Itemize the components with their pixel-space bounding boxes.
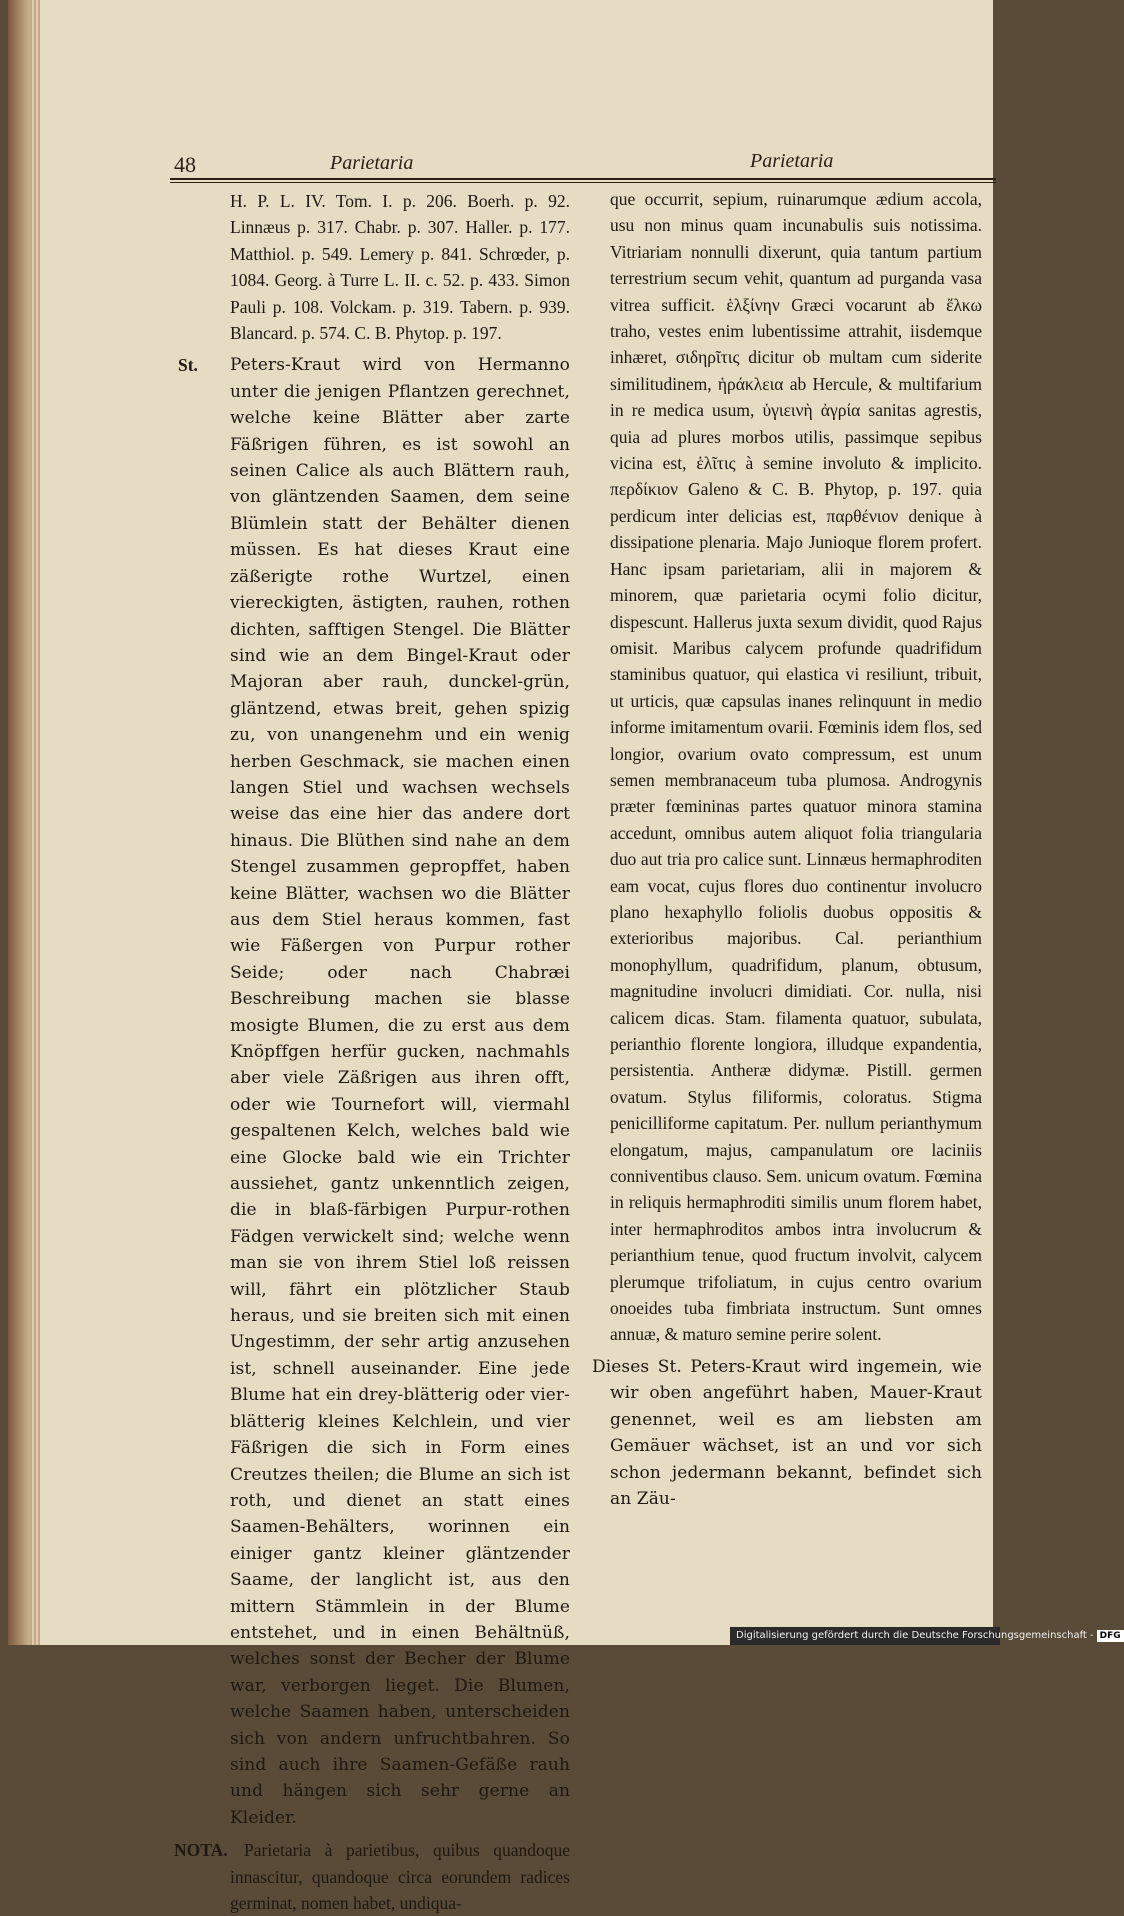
header-rule-thin [170, 182, 996, 183]
nota-marker: NOTA. [174, 1840, 228, 1861]
right-column [592, 186, 982, 1512]
footer-text: Digitalisierung gefördert durch die Deutsche Forschungsgemeinschaft - [736, 1630, 1094, 1641]
references-paragraph: H. P. L. IV. Tom. I. p. 206. Boerh. p. 92. Linnæus p. 317. Chabr. p. 307. Haller. p. 177. Matthiol. p. 549. Lemery p. 841. Schrœder, p. 1084. Georg. à Turre L. II. c. 52. p. 433. Simon Pauli p. 108. Volckam. p. 319. Tabern. p. 939. Blancard. p. 574. C. B. Phytop. p. 197. [230, 191, 570, 344]
st-marker: St. [178, 355, 198, 376]
running-head-left: Parietaria [330, 152, 414, 174]
page-header [170, 150, 996, 180]
dieses-paragraph: Dieses St. Peters-Kraut wird ingemein, wie wir oben angeführt haben, Mauer-Kraut genennet, weil es am liebsten am Gemäuer wächset, ist an und vor sich schon jedermann bekannt, befindet sich an Zäu- [592, 1356, 982, 1509]
latin-description: que occurrit, sepium, ruinarumque ædium accola, usu non minus quam incunabulis suis notissima. Vitriariam nonnulli dixerunt, quia tantum partium terrestrium secum vehit, quantum ad purganda vasa vitrea sufficit. ἑλξίνην Græci vocarunt ab ἕλκω traho, vestes enim lubentissime attrahit, iisdemque inhæret, σιδηρῖτις dicitur ob multam cum siderite similitudinem, ἡράκλεια ab Hercule, & multifarium in re medica usum, ὑγιεινὴ ἀγρία sanitas agrestis, quia ad plures morbos utilis, passimque sepibus vicina est, ἑλῖτις à semine involuto & implicito. περδίκιον Galeno & C. B. Phytop, p. 197. quia perdicum inter delicias est, παρθένιον denique à dissipatione plenaria. Majo Junioque florem profert. Hanc ipsam parietariam, alii in majorem & minorem, quæ parietaria ocymi folio dicitur, dispescunt. Hallerus juxta sexum dividit, quod Rajus omisit. Maribus calycem profunde quadrifidum staminibus quatuor, qui elastica vi resiliunt, tribuit, ut urticis, quæ capsulas inanes relinquunt in medio informe imitamentum ovarii. Fœminis idem flos, sed longior, ovarium ovato compressum, est unum semen membranaceum tuba plumosa. Androgynis præter fœmininas partes quatuor minora stamina accedunt, omnibus autem aliquot folia triangularia duo aut tria pro calice sunt. Linnæus hermaphroditen eam vocat, cujus flores duo continentur involucro plano hexaphyllo foliolis duobus oppositis & exterioribus majoribus. Cal. perianthium monophyllum, quadrifidum, planum, obtusum, magnitudine involucri dimidiati. Cor. nulla, nisi calicem dicas. Stam. filamenta quatuor, subulata, perianthio florente longiora, illudque expandentia, persistentia. Antheræ didymæ. Pistill. germen ovatum. Stylus filiformis, coloratus. Stigma penicilliforme capitatum. Per. nullum perianthymum elongatum, majus, campanulatum ore laciniis conniventibus clauso. Sem. unicum ovatum. Fœmina in reliquis hermaphroditi similis unum florem habet, inter hermaphroditos ambos intra involucrum & perianthium tenue, quod fructum involvit, calycem plerumque trifoliatum, in cujus centro ovarium onoeides tuba fimbriata instructum. Sunt omnes annuæ, & maturo semine perire solent. [610, 189, 982, 1345]
dfg-logo: DFG [1097, 1630, 1124, 1642]
st-peters-text: Peters-Kraut wird von Hermanno unter die jenigen Pflantzen gerechnet, welche keine Blätter aber zarte Fäßrigen führen, es ist sowohl an seinen Calice als auch Blättern rauh, von gläntzenden Saamen, dem seine Blümlein statt der Behälter dienen müssen. Es hat dieses Kraut eine zäßerigte rothe Wurtzel, einen viereckigten, ästigten, rauhen, rothen dichten, safftigen Stengel. Die Blätter sind wie an dem Bingel-Kraut oder Majoran aber rauh, dunckel-grün, gläntzend, etwas breit, gehen spizig zu, von unangenehm und ein wenig herben Geschmack, sie machen einen langen Stiel und wachsen wechsels weise das eine hier das andere dort hinaus. Die Blüthen sind nahe an dem Stengel zusammen gepropffet, haben keine Blätter, wachsen wo die Blätter aus dem Stiel heraus kommen, fast wie Fäßergen von Purpur rother Seide; oder nach Chabræi Beschreibung machen sie blasse mosigte Blumen, die zu erst aus dem Knöpffgen herfür gucken, nachmahls aber viele Zäßrigen aus ihren offt, oder wie Tournefort will, viermahl gespaltenen Kelch, welches bald wie eine Glocke bald wie ein Trichter aussiehet, gantz unkenntlich zeigen, die in blaß-färbigen Purpur-rothen Fädgen verwickelt sind; welche wenn man sie von ihrem Stiel loß reissen will, fährt ein plötzlicher Staub heraus, und sie breiten sich mit einen Ungestimm, der sehr artig anzusehen ist, schnell auseinander. Eine jede Blume hat ein drey-blätterig oder vier-blätterig kleines Kelchlein, und vier Fäßrigen die sich in Form eines Creutzes theilen; die Blume an sich ist roth, und dienet an statt eines Saamen-Behälters, worinnen ein einiger gantz kleiner gläntzender Saame, der langlicht ist, aus den mittern Stämmlein in der Blume entstehet, und in einen Behältnüß, welches sonst der Becher der Blume war, verborgen lieget. Die Blumen, welche Saamen haben, unterscheiden sich von andern unfruchtbahren. So sind auch ihre Saamen-Gefäße rauh und hängen sich sehr gerne an Kleider. [230, 355, 570, 1828]
header-rule [170, 178, 996, 180]
st-peters-paragraph [178, 352, 570, 1831]
book-binding [8, 0, 30, 1645]
nota-text: Parietaria à parietibus, quibus quandoque innascitur, quandoque circa eorundem radices germinat, nomen habet, undiqua- [230, 1840, 570, 1913]
page-edges [30, 0, 40, 1645]
nota-paragraph [174, 1837, 570, 1916]
running-head-right: Parietaria [750, 150, 834, 172]
digitization-footer [730, 1627, 1121, 1645]
page-number: 48 [174, 152, 196, 177]
left-column [174, 188, 570, 1916]
